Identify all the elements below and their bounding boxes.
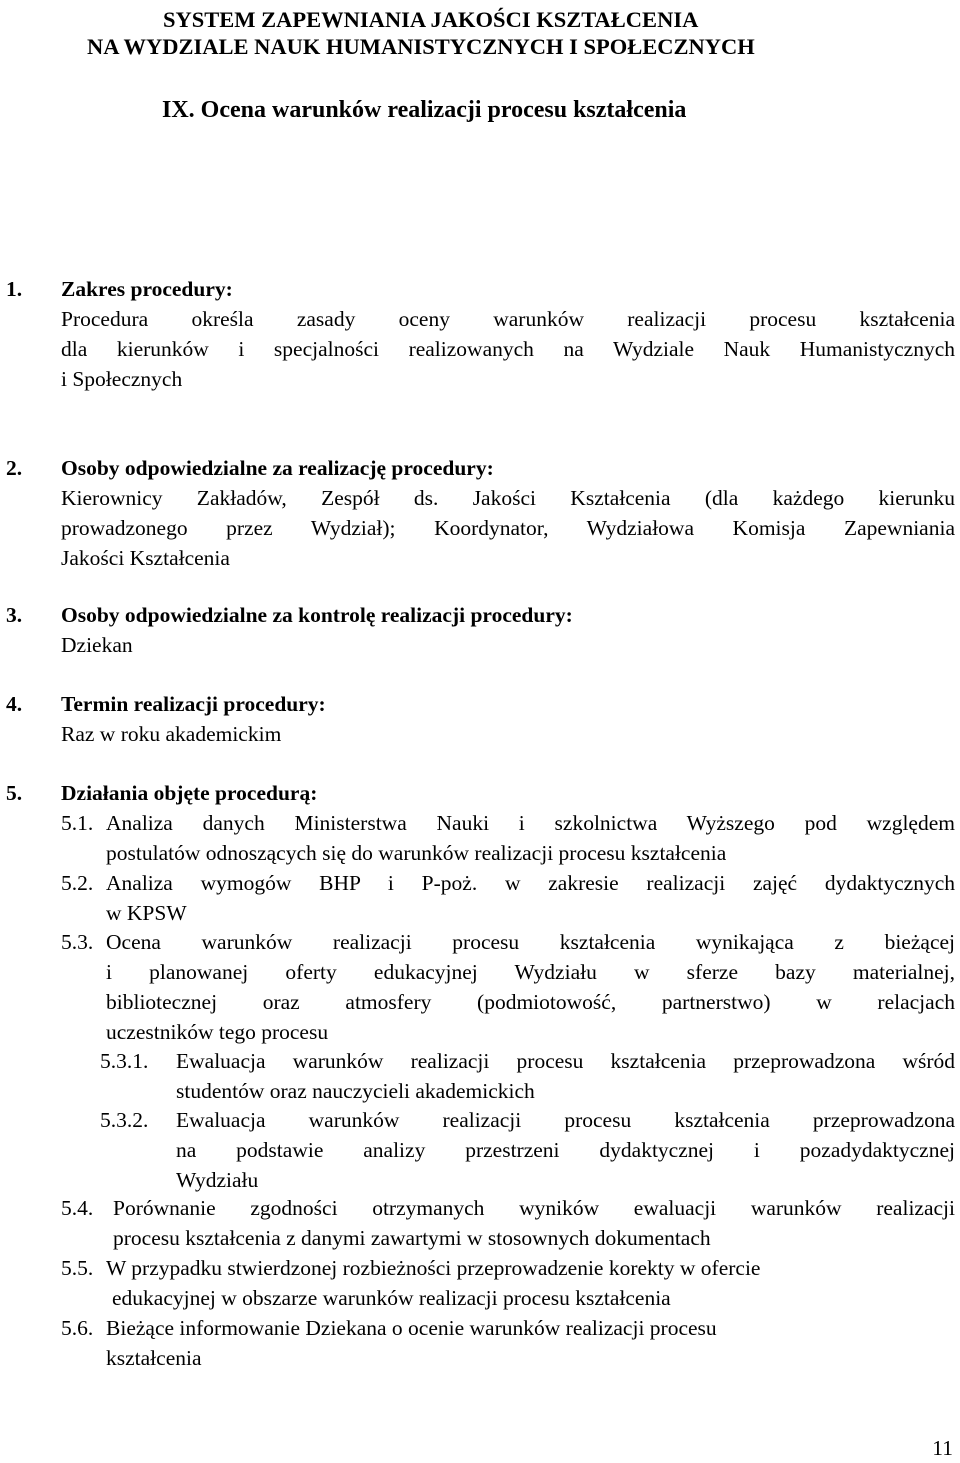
item-line: na podstawie analizy przestrzeni dydaktycznej i pozadydaktycznej bbox=[176, 1138, 955, 1162]
item-5-3-2-number: 5.3.2. bbox=[100, 1108, 149, 1132]
item-5-3-text bbox=[106, 927, 955, 1047]
section-1-body bbox=[61, 304, 955, 394]
item-5-3-number: 5.3. bbox=[61, 930, 94, 954]
item-line: Ewaluacja warunków realizacji procesu kształcenia przeprowadzona wśród bbox=[176, 1049, 955, 1073]
document-title: IX. Ocena warunków realizacji procesu kształcenia bbox=[162, 97, 687, 123]
section-1-number: 1. bbox=[6, 277, 23, 301]
item-line: bibliotecznej oraz atmosfery (podmiotowość, partnerstwo) w relacjach bbox=[106, 990, 955, 1014]
page-number: 11 bbox=[932, 1436, 953, 1460]
item-line: uczestników tego procesu bbox=[106, 1020, 329, 1044]
section-2-line: Jakości Kształcenia bbox=[61, 546, 230, 570]
section-4-heading: Termin realizacji procedury: bbox=[61, 692, 326, 716]
item-line: procesu kształcenia z danymi zawartymi w stosownych dokumentach bbox=[113, 1226, 711, 1250]
item-line: W przypadku stwierdzonej rozbieżności przeprowadzenie korekty w ofercie bbox=[106, 1256, 761, 1280]
header-line-2: NA WYDZIALE NAUK HUMANISTYCZNYCH I SPOŁECZNYCH bbox=[87, 34, 755, 59]
item-line: studentów oraz nauczycieli akademickich bbox=[176, 1079, 535, 1103]
item-line: postulatów odnoszących się do warunków realizacji procesu kształcenia bbox=[106, 841, 727, 865]
item-5-3-1-text bbox=[176, 1046, 955, 1106]
header-line-1: SYSTEM ZAPEWNIANIA JAKOŚCI KSZTAŁCENIA bbox=[163, 7, 699, 32]
section-1-line: Procedura określa zasady oceny warunków realizacji procesu kształcenia bbox=[61, 307, 955, 331]
item-5-5-text bbox=[106, 1253, 955, 1313]
item-5-2-number: 5.2. bbox=[61, 871, 94, 895]
item-line: i planowanej oferty edukacyjnej Wydziału w sferze bazy materialnej, bbox=[106, 960, 955, 984]
section-3-number: 3. bbox=[6, 603, 23, 627]
section-4-body bbox=[61, 719, 955, 749]
section-1-heading: Zakres procedury: bbox=[61, 277, 233, 301]
item-line: Bieżące informowanie Dziekana o ocenie warunków realizacji procesu bbox=[106, 1316, 717, 1340]
section-4-line: Raz w roku akademickim bbox=[61, 722, 282, 746]
item-5-1-number: 5.1. bbox=[61, 811, 94, 835]
item-5-2-text bbox=[106, 868, 955, 928]
item-5-4-text bbox=[113, 1193, 955, 1253]
section-1-line: dla kierunków i specjalności realizowanych na Wydziale Nauk Humanistycznych bbox=[61, 337, 955, 361]
item-5-6-text bbox=[106, 1313, 955, 1373]
item-line: Porównanie zgodności otrzymanych wyników ewaluacji warunków realizacji bbox=[113, 1196, 955, 1220]
item-5-3-2-text bbox=[176, 1105, 955, 1195]
item-line: Ocena warunków realizacji procesu kształcenia wynikająca z bieżącej bbox=[106, 930, 955, 954]
section-3-body bbox=[61, 630, 955, 660]
item-line: Analiza wymogów BHP i P-poż. w zakresie realizacji zajęć dydaktycznych bbox=[106, 871, 955, 895]
item-line: kształcenia bbox=[106, 1346, 202, 1370]
item-5-3-1-number: 5.3.1. bbox=[100, 1049, 149, 1073]
item-5-1-text bbox=[106, 808, 955, 868]
section-4-number: 4. bbox=[6, 692, 23, 716]
section-5-heading: Działania objęte procedurą: bbox=[61, 781, 318, 805]
section-1-line: i Społecznych bbox=[61, 367, 183, 391]
section-2-body bbox=[61, 483, 955, 573]
section-3-heading: Osoby odpowiedzialne za kontrolę realizacji procedury: bbox=[61, 603, 573, 627]
section-3-line: Dziekan bbox=[61, 633, 133, 657]
section-2-heading: Osoby odpowiedzialne za realizację procedury: bbox=[61, 456, 494, 480]
item-5-4-number: 5.4. bbox=[61, 1196, 94, 1220]
item-line: w KPSW bbox=[106, 901, 187, 925]
item-line: Ewaluacja warunków realizacji procesu kształcenia przeprowadzona bbox=[176, 1108, 955, 1132]
item-line: Analiza danych Ministerstwa Nauki i szkolnictwa Wyższego pod względem bbox=[106, 811, 955, 835]
item-5-6-number: 5.6. bbox=[61, 1316, 94, 1340]
section-2-line: Kierownicy Zakładów, Zespół ds. Jakości Kształcenia (dla każdego kierunku bbox=[61, 486, 955, 510]
section-2-line: prowadzonego przez Wydział); Koordynator, Wydziałowa Komisja Zapewniania bbox=[61, 516, 955, 540]
item-line: Wydziału bbox=[176, 1168, 259, 1192]
section-2-number: 2. bbox=[6, 456, 23, 480]
item-line: edukacyjnej w obszarze warunków realizacji procesu kształcenia bbox=[112, 1286, 671, 1310]
section-5-number: 5. bbox=[6, 781, 23, 805]
item-5-5-number: 5.5. bbox=[61, 1256, 94, 1280]
